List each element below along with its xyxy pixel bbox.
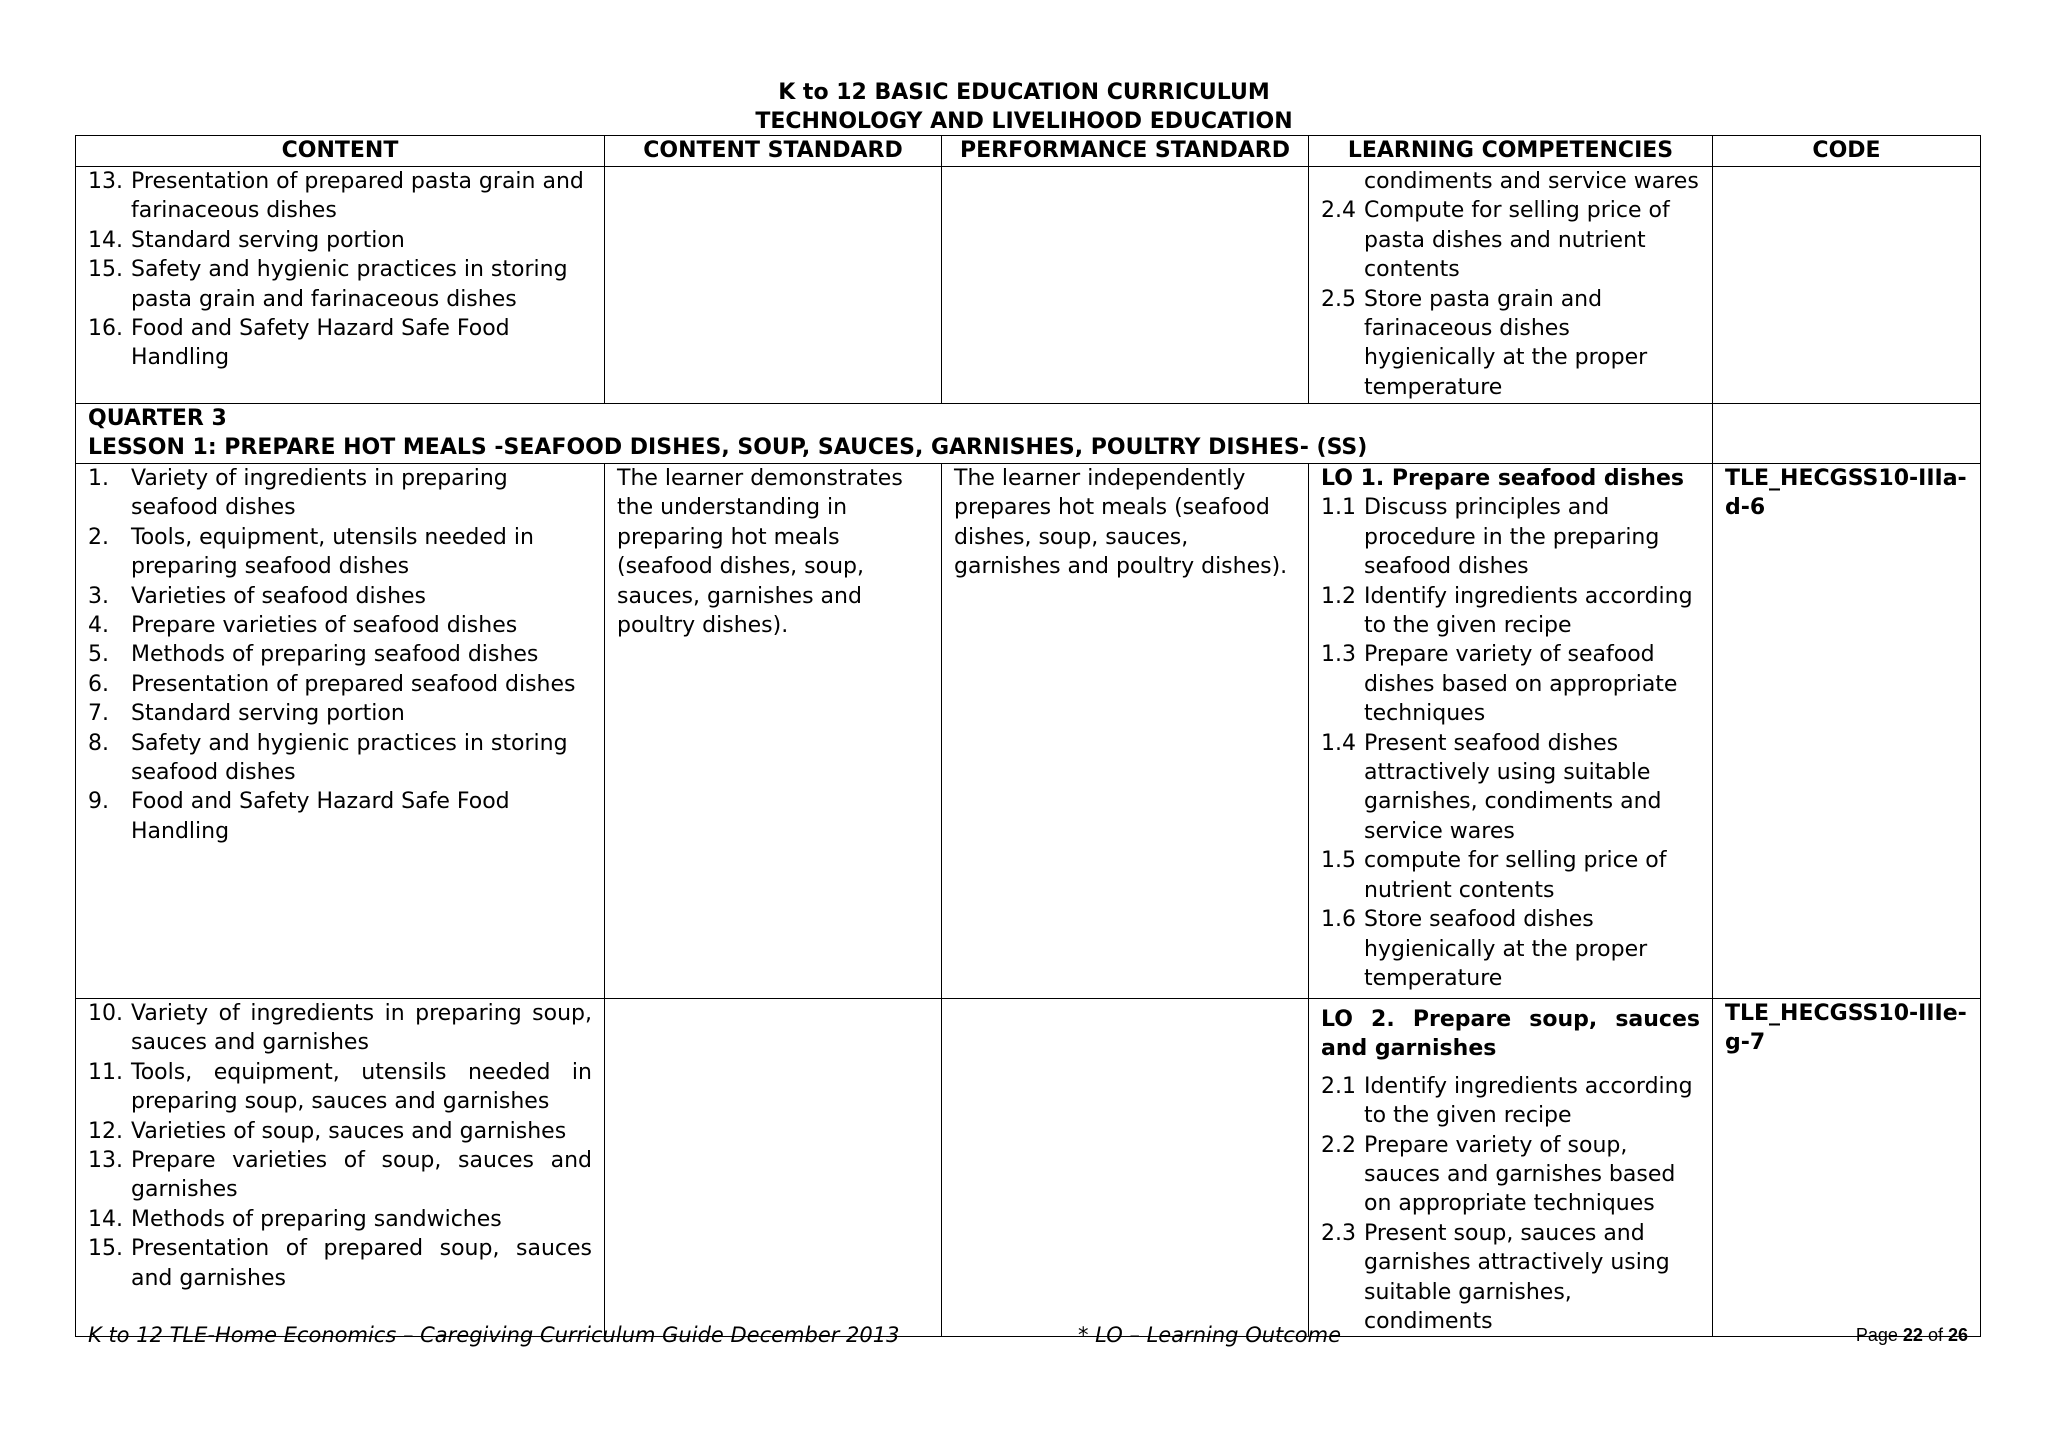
performance-standard-cell: The learner independently prepares hot meals (seafood dishes, soup, sauces, garnishes and poultry dishes). — [942, 464, 1309, 999]
table-row — [76, 167, 1981, 404]
competencies-cell — [1309, 999, 1713, 1337]
content-standard-cell: The learner demonstrates the understanding in preparing hot meals (seafood dishes, soup, sauces, garnishes and poultry dishes). — [605, 464, 942, 999]
competencies-cell — [1309, 167, 1713, 404]
list-item: 5. Methods of preparing seafood dishes — [88, 642, 539, 668]
header-content: CONTENT — [76, 136, 605, 167]
competency-item: 1.4 Present seafood dishes attractively using suitable garnishes, condiments and service wares — [1321, 730, 1662, 844]
content-cell — [76, 999, 605, 1337]
curriculum-table — [75, 135, 1981, 1337]
competency-item: 2.2 Prepare variety of soup, sauces and garnishes based on appropriate techniques — [1321, 1132, 1676, 1217]
competency-item: 1.2 Identify ingredients according to the given recipe — [1321, 583, 1693, 639]
footer-guide-title: K to 12 TLE-Home Economics – Caregiving Curriculum Guide December 2013 — [88, 1323, 900, 1347]
doc-title-line1: K to 12 BASIC EDUCATION CURRICULUM — [778, 80, 1270, 105]
list-item: 15. Safety and hygienic practices in storing pasta grain and farinaceous dishes — [88, 257, 568, 312]
table-row — [76, 999, 1981, 1337]
code-cell: TLE_HECGSS10-IIIe-g-7 — [1713, 999, 1981, 1337]
page-number: Page 22 of 26 — [1855, 1325, 1968, 1345]
table-row — [76, 464, 1981, 999]
table-header-row — [76, 136, 1981, 167]
list-item: 10. Variety of ingredients in preparing soup, sauces and garnishes — [88, 1001, 592, 1056]
header-performance-standard: PERFORMANCE STANDARD — [942, 136, 1309, 167]
list-item: 7. Standard serving portion — [88, 701, 405, 727]
lesson-title: LESSON 1: PREPARE HOT MEALS -SEAFOOD DISHES, SOUP, SAUCES, GARNISHES, POULTRY DISHES- (SS) — [88, 435, 1368, 461]
content-standard-cell — [605, 999, 942, 1337]
competency-item: 1.3 Prepare variety of seafood dishes based on appropriate techniques — [1321, 642, 1678, 727]
list-item: 3. Varieties of seafood dishes — [88, 583, 427, 609]
list-item: 2. Tools, equipment, utensils needed in preparing seafood dishes — [88, 524, 534, 580]
footer-lo-note: * LO – Learning Outcome — [1078, 1323, 1342, 1347]
list-item: 13. Prepare varieties of soup, sauces and garnishes — [88, 1148, 592, 1203]
list-item: 14. Methods of preparing sandwiches — [88, 1206, 502, 1232]
list-item: 9. Food and Safety Hazard Safe Food Handling — [88, 789, 510, 844]
content-cell — [76, 464, 605, 999]
list-item: 1. Variety of ingredients in preparing seafood dishes — [88, 466, 508, 521]
code-cell: TLE_HECGSS10-IIIa-d-6 — [1713, 464, 1981, 999]
list-item: 14. Standard serving portion — [88, 227, 405, 253]
competency-item: 2.1 Identify ingredients according to the given recipe — [1321, 1073, 1693, 1129]
performance-standard-cell — [942, 999, 1309, 1337]
competencies-cell — [1309, 464, 1713, 999]
header-code: CODE — [1713, 136, 1981, 167]
list-item: 8. Safety and hygienic practices in storing seafood dishes — [88, 730, 568, 786]
list-item: 11. Tools, equipment, utensils needed in preparing soup, sauces and garnishes — [88, 1059, 592, 1115]
performance-standard-cell — [942, 167, 1309, 404]
list-item: 6. Presentation of prepared seafood dishes — [88, 671, 576, 697]
competency-item: 1.5 compute for selling price of nutrient contents — [1321, 848, 1667, 903]
competency-item: 2.3 Present soup, sauces and garnishes attractively using suitable garnishes, condiments — [1321, 1220, 1670, 1335]
doc-title-line2: TECHNOLOGY AND LIVELIHOOD EDUCATION — [755, 109, 1293, 134]
list-item: 12. Varieties of soup, sauces and garnishes — [88, 1118, 567, 1144]
learning-outcome-title: LO 2. Prepare soup, sauces and garnishes — [1321, 1007, 1700, 1062]
quarter-cell — [76, 404, 1713, 464]
content-standard-cell — [605, 167, 942, 404]
competency-item: 2.5 Store pasta grain and farinaceous dishes hygienically at the proper temperature — [1321, 286, 1648, 400]
quarter-code-cell — [1713, 404, 1981, 464]
competency-continuation: condiments and service wares — [1364, 169, 1699, 194]
competency-item: 2.4 Compute for selling price of pasta dishes and nutrient contents — [1321, 198, 1670, 283]
list-item: 15. Presentation of prepared soup, sauces and garnishes — [88, 1236, 592, 1291]
learning-outcome-title: LO 1. Prepare seafood dishes — [1321, 466, 1684, 491]
competency-item: 1.1 Discuss principles and procedure in the preparing seafood dishes — [1321, 495, 1660, 580]
code-cell — [1713, 167, 1981, 404]
list-item: 16. Food and Safety Hazard Safe Food Handling — [88, 316, 510, 371]
competency-item: 1.6 Store seafood dishes hygienically at the proper temperature — [1321, 907, 1648, 991]
list-item: 4. Prepare varieties of seafood dishes — [88, 613, 518, 639]
header-content-standard: CONTENT STANDARD — [605, 136, 942, 167]
quarter-title: QUARTER 3 — [88, 406, 227, 431]
list-item: 13. Presentation of prepared pasta grain and farinaceous dishes — [88, 169, 584, 224]
content-cell — [76, 167, 605, 404]
quarter-row — [76, 404, 1981, 464]
header-learning-competencies: LEARNING COMPETENCIES — [1309, 136, 1713, 167]
